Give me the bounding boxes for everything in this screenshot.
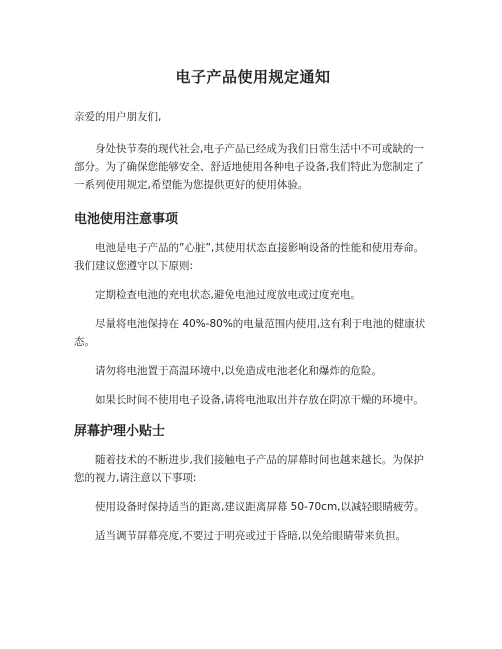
battery-tip-4: 如果长时间不使用电子设备,请将电池取出并存放在阴凉干燥的环境中。 <box>95 394 424 406</box>
section-lead-screen: 随着技术的不断进步,我们接触电子产品的屏幕时间也越来越长。为保护您的视力,请注意以下事项: <box>74 454 424 484</box>
section-heading-screen: 屏幕护理小贴士 <box>74 424 166 439</box>
section-lead-battery: 电池是电子产品的”心脏”,其使用状态直接影响设备的性能和使用寿命。我们建议您遵守以下原则: <box>74 242 425 272</box>
battery-tip-3: 请勿将电池置于高温环境中,以免造成电池老化和爆炸的危险。 <box>95 365 382 377</box>
document-title: 电子产品使用规定通知 <box>175 68 331 86</box>
section-battery <box>74 208 432 409</box>
section-screen <box>74 420 432 545</box>
screen-tip-2: 适当调节屏幕亮度,不要过于明亮或过于昏暗,以免给眼睛带来负担。 <box>95 530 407 542</box>
battery-tip-2: 尽量将电池保持在 40%-80%的电量范围内使用,这有利于电池的健康状态。 <box>74 318 426 348</box>
battery-tip-1: 定期检查电池的充电状态,避免电池过度放电或过度充电。 <box>95 289 361 301</box>
screen-tip-1: 使用设备时保持适当的距离,建议距离屏幕 50-70cm,以减轻眼睛疲劳。 <box>95 501 425 513</box>
section-heading-battery: 电池使用注意事项 <box>74 212 179 227</box>
intro-paragraph: 身处快节奏的现代社会,电子产品已经成为我们日常生活中不可或缺的一部分。为了确保您能够安全、舒适地使用各种电子设备,我们特此为您制定了一系列使用规定,希望能为您提供更好的使用体验。 <box>74 143 424 191</box>
greeting: 亲爱的用户朋友们, <box>74 111 162 123</box>
